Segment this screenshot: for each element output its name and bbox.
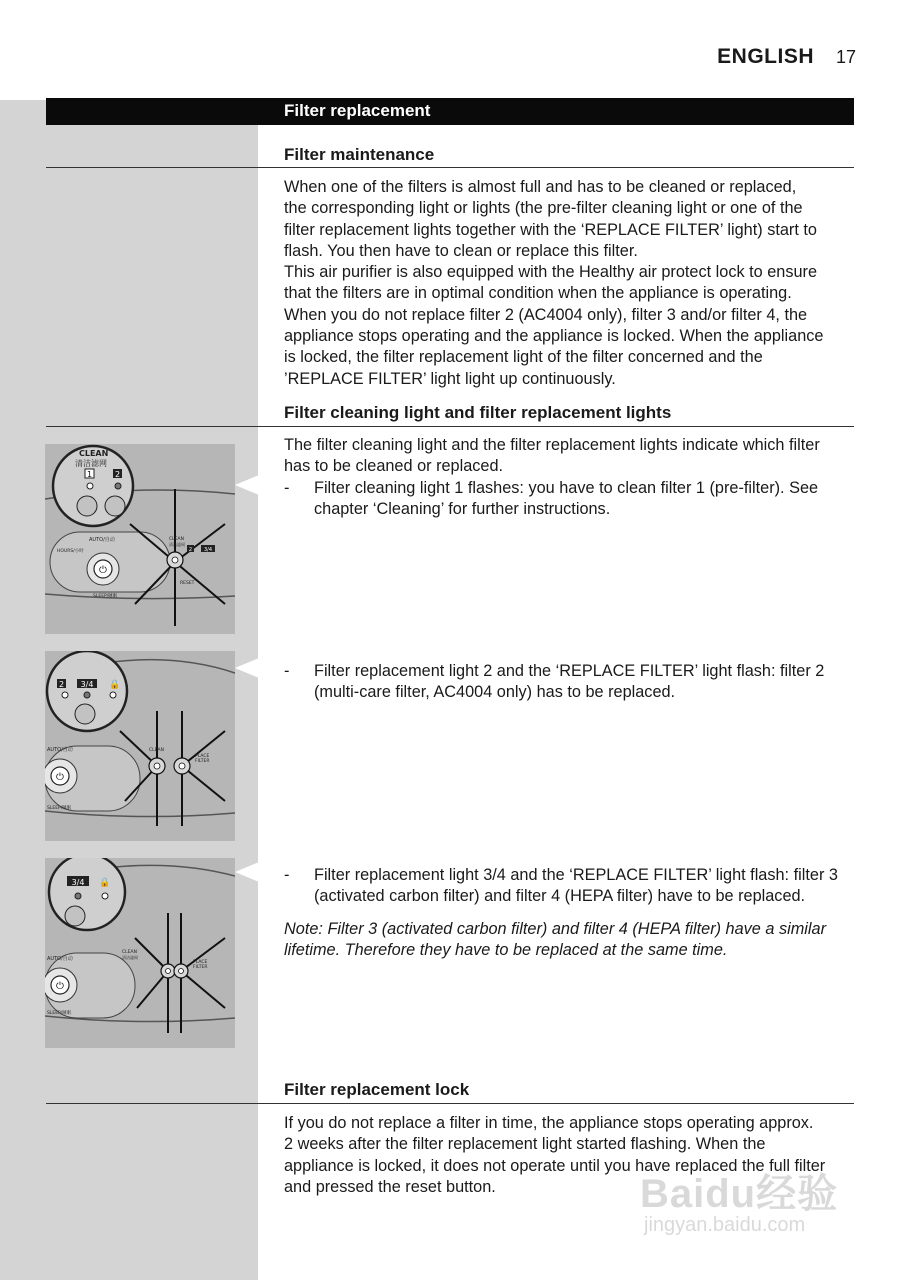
lock-rule bbox=[46, 1103, 854, 1104]
svg-text:清洁滤网: 清洁滤网 bbox=[75, 459, 107, 468]
text-line: lifetime. Therefore they have to be replaced at the same time. bbox=[284, 941, 728, 960]
section-title: Filter replacement bbox=[284, 101, 431, 120]
page-number: 17 bbox=[835, 47, 856, 67]
text-line: Note: Filter 3 (activated carbon filter) and filter 4 (HEPA filter) have a similar bbox=[284, 920, 826, 938]
svg-text:SLEEP/睡眠: SLEEP/睡眠 bbox=[47, 806, 72, 811]
svg-text:CLEAN: CLEAN bbox=[79, 449, 109, 458]
svg-text:CLEAN: CLEAN bbox=[122, 950, 137, 955]
text-line: This air purifier is also equipped with the Healthy air protect lock to ensure bbox=[284, 263, 818, 282]
bullet-cleaning-light-1 bbox=[284, 478, 858, 521]
text-line: Filter replacement light 2 and the ‘REPLACE FILTER’ light flash: filter 2 bbox=[314, 662, 825, 680]
svg-text:HOURS/小时: HOURS/小时 bbox=[57, 549, 84, 554]
svg-text:PLACE: PLACE bbox=[195, 754, 210, 759]
text-line: chapter ‘Cleaning’ for further instructions. bbox=[314, 500, 611, 519]
svg-text:AUTO/自动: AUTO/自动 bbox=[47, 956, 73, 962]
text-line: appliance stops operating and the appliance is locked. When the appliance bbox=[284, 327, 824, 346]
watermark-url: jingyan.baidu.com bbox=[644, 1214, 806, 1236]
svg-text:🔒: 🔒 bbox=[99, 878, 111, 888]
text-line: has to be cleaned or replaced. bbox=[284, 457, 504, 476]
text-line: 2 weeks after the filter replacement light started flashing. When the bbox=[284, 1135, 766, 1154]
maintenance-paragraph bbox=[284, 177, 858, 390]
text-line: ’REPLACE FILTER’ light light up continuously. bbox=[284, 369, 616, 388]
svg-text:🔒: 🔒 bbox=[109, 680, 121, 690]
text-line: Filter replacement light 3/4 and the ‘REPLACE FILTER’ light flash: filter 3 bbox=[314, 866, 838, 884]
text-line: When one of the filters is almost full and has to be cleaned or replaced, bbox=[284, 178, 797, 196]
lock-heading: Filter replacement lock bbox=[284, 1080, 470, 1099]
figure-pointer bbox=[235, 862, 259, 882]
bullet-replacement-light-3-4 bbox=[284, 865, 858, 908]
svg-text:清洁滤网: 清洁滤网 bbox=[122, 955, 138, 960]
svg-text:AUTO/自动: AUTO/自动 bbox=[89, 537, 115, 543]
bullet-text bbox=[314, 478, 858, 521]
bullet-text bbox=[314, 661, 858, 704]
svg-text:2: 2 bbox=[114, 470, 121, 479]
bullet-text bbox=[314, 865, 858, 908]
text-line: and pressed the reset button. bbox=[284, 1177, 496, 1196]
text-line: filter replacement lights together with the ‘REPLACE FILTER’ light) start to bbox=[284, 220, 817, 239]
lifetime-note bbox=[284, 919, 858, 962]
figure-pointer bbox=[235, 658, 259, 678]
lights-rule bbox=[46, 426, 854, 427]
text-line: (multi-care filter, AC4004 only) has to be replaced. bbox=[314, 683, 676, 702]
bullet-dash: - bbox=[284, 662, 290, 680]
lights-heading: Filter cleaning light and filter replacement lights bbox=[284, 403, 672, 422]
text-line: is locked, the filter replacement light of the filter concerned and the bbox=[284, 348, 763, 367]
lights-intro bbox=[284, 435, 858, 478]
figure-pointer bbox=[235, 475, 259, 495]
maintenance-rule bbox=[46, 167, 854, 168]
svg-text:清洁滤网: 清洁滤网 bbox=[169, 542, 185, 547]
figure-replacement-light-3-4 bbox=[45, 858, 235, 1048]
svg-text:2: 2 bbox=[58, 680, 65, 689]
text-line: Filter cleaning light 1 flashes: you have to clean filter 1 (pre-filter). See bbox=[314, 479, 819, 497]
text-line: appliance is locked, it does not operate until you have replaced the full filter bbox=[284, 1156, 826, 1175]
svg-text:3/4: 3/4 bbox=[80, 680, 94, 689]
svg-text:CLEAN: CLEAN bbox=[149, 748, 164, 753]
svg-text:1: 1 bbox=[86, 470, 93, 479]
svg-text:FILTER: FILTER bbox=[195, 759, 210, 764]
svg-text:2: 2 bbox=[188, 547, 193, 553]
svg-text:FILTER: FILTER bbox=[193, 965, 208, 970]
figure-replacement-light-2 bbox=[45, 651, 235, 841]
text-line: that the filters are in optimal condition when the appliance is operating. bbox=[284, 284, 792, 303]
svg-text:⏻: ⏻ bbox=[99, 565, 107, 576]
svg-text:PLACE: PLACE bbox=[193, 960, 208, 965]
svg-text:RESET: RESET bbox=[180, 581, 195, 586]
watermark-main: Baidu经验 bbox=[640, 1172, 839, 1216]
text-line: The filter cleaning light and the filter replacement lights indicate which filter bbox=[284, 436, 820, 454]
section-title-bar bbox=[46, 98, 854, 125]
maintenance-heading: Filter maintenance bbox=[284, 145, 435, 164]
bullet-dash: - bbox=[284, 479, 290, 497]
svg-text:⏻: ⏻ bbox=[56, 981, 64, 992]
baidu-watermark bbox=[640, 1162, 870, 1247]
svg-text:⏻: ⏻ bbox=[56, 772, 64, 783]
bullet-dash: - bbox=[284, 866, 290, 884]
svg-text:AUTO/自动: AUTO/自动 bbox=[47, 747, 73, 753]
bullet-replacement-light-2 bbox=[284, 661, 858, 704]
text-line: When you do not replace filter 2 (AC4004 only), filter 3 and/or filter 4, the bbox=[284, 305, 808, 324]
figure-cleaning-light bbox=[45, 444, 235, 634]
svg-text:3/4: 3/4 bbox=[203, 547, 213, 553]
language-label: ENGLISH bbox=[717, 45, 814, 68]
svg-text:3/4: 3/4 bbox=[71, 878, 85, 887]
text-line: If you do not replace a filter in time, the appliance stops operating approx. bbox=[284, 1114, 814, 1132]
text-line: the corresponding light or lights (the pre-filter cleaning light or one of the bbox=[284, 199, 803, 218]
svg-text:CLEAN: CLEAN bbox=[169, 537, 184, 542]
text-line: flash. You then have to clean or replace this filter. bbox=[284, 241, 638, 260]
text-line: (activated carbon filter) and filter 4 (HEPA filter) have to be replaced. bbox=[314, 887, 806, 906]
svg-text:SLEEP/睡眠: SLEEP/睡眠 bbox=[47, 1011, 72, 1016]
svg-text:SLEEP/睡眠: SLEEP/睡眠 bbox=[93, 594, 118, 599]
